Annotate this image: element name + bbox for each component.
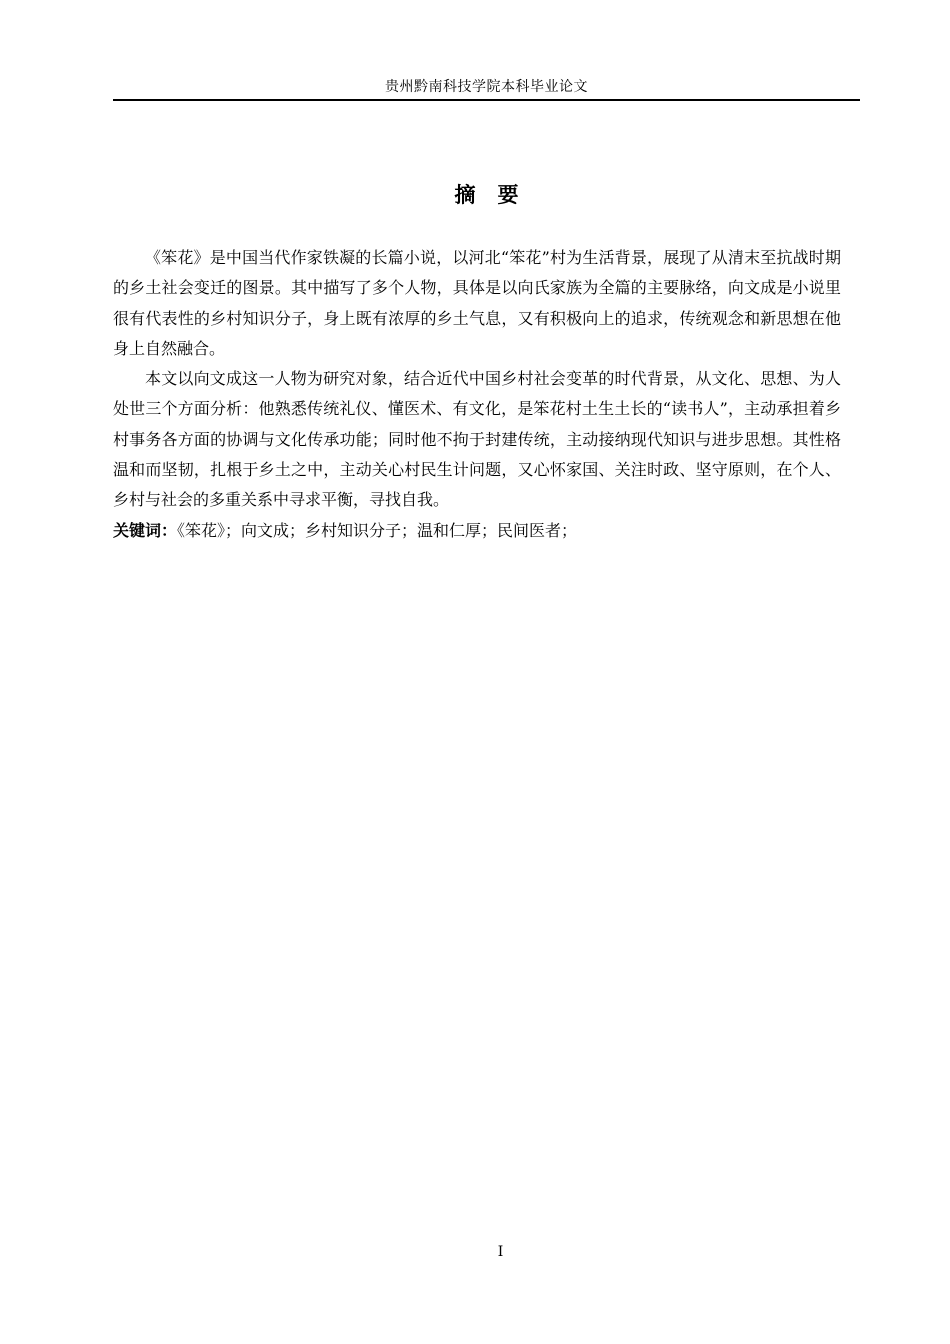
- abstract-paragraph-2: 本文以向文成这一人物为研究对象，结合近代中国乡村社会变革的时代背景，从文化、思想、为人处世三个方面分析：他熟悉传统礼仪、懂医术、有文化，是笨花村土生土长的“读书人”，主动承担着乡村事务各方面的协调与文化传承功能；同时他不拘于封建传统，主动接纳现代知识与进步思想。其性格温和而坚韧，扎根于乡土之中，主动关心村民生计问题，又心怀家国、关注时政、坚守原则，在个人、乡村与社会的多重关系中寻求平衡，寻找自我。: [113, 369, 841, 510]
- abstract-body: [113, 243, 841, 546]
- keywords-line: [113, 516, 841, 546]
- abstract-paragraph-1: 《笨花》是中国当代作家铁凝的长篇小说，以河北“笨花”村为生活背景，展现了从清末至抗战时期的乡土社会变迁的图景。其中描写了多个人物，具体是以向氏家族为全篇的主要脉络，向文成是小说里很有代表性的乡村知识分子，身上既有浓厚的乡土气息，又有积极向上的追求，传统观念和新思想在他身上自然融合。: [113, 248, 841, 358]
- abstract-title: 摘要: [454, 183, 541, 207]
- keywords-label: 关键词：: [113, 520, 178, 540]
- keywords-text: 《笨花》；向文成；乡村知识分子；温和仁厚；民间医者；: [177, 520, 578, 540]
- running-header: 贵州黔南科技学院本科毕业论文: [385, 79, 588, 95]
- header-rule: [113, 99, 860, 101]
- page-number: I: [497, 1244, 504, 1260]
